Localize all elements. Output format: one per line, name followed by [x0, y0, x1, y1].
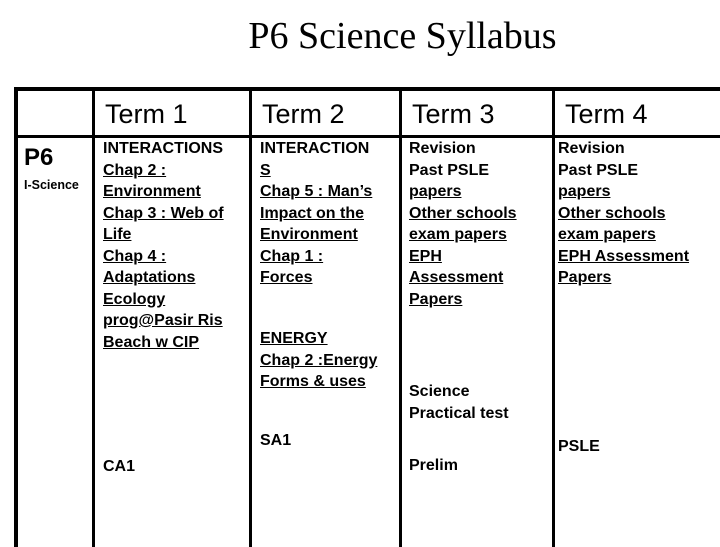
term2-line: Forces [260, 269, 313, 286]
term4-line: exam papers [558, 226, 656, 243]
term4-cell [555, 138, 720, 547]
term2-content [260, 138, 372, 289]
term4-line: Revision [558, 140, 625, 157]
term1-line: Life [103, 226, 132, 243]
header-corner-cell [18, 91, 92, 135]
level-cell [18, 138, 92, 547]
term4-line: EPH Assessment [558, 247, 690, 265]
term2-line: Chap 1 : [260, 247, 324, 265]
term3-practical-line: Practical test [409, 404, 509, 422]
level-subtitle: I-Science [24, 178, 79, 192]
term3-assessment: Prelim [409, 457, 458, 474]
term1-line: INTERACTIONS [103, 140, 223, 157]
header-term3: Term 3 [402, 91, 552, 135]
term1-content [103, 138, 224, 353]
term3-line: Past PSLE [409, 161, 490, 179]
term3-line: papers [409, 183, 462, 200]
term1-line: Environment [103, 183, 201, 200]
term2-energy-line: Forms & uses [260, 373, 366, 390]
term1-assessment: CA1 [103, 458, 136, 475]
term4-line: Past PSLE [558, 161, 639, 179]
term2-line: INTERACTION [260, 140, 370, 157]
term3-line: Revision [409, 140, 476, 157]
term3-line: Other schools [409, 204, 517, 222]
level-name: P6 [24, 144, 54, 171]
term3-line: EPH [409, 247, 442, 265]
term1-line: prog@Pasir Ris [103, 312, 223, 329]
term1-line: Chap 2 : [103, 161, 167, 179]
term3-cell [402, 138, 552, 547]
header-term1: Term 1 [95, 91, 249, 135]
term3-practical [409, 381, 509, 424]
header-term2: Term 2 [252, 91, 399, 135]
term4-content [558, 138, 689, 289]
term1-line: Beach w CIP [103, 333, 200, 351]
term3-practical-line: Science [409, 383, 470, 400]
term2-energy-line: ENERGY [260, 330, 328, 347]
term3-content [409, 138, 517, 310]
term1-cell [95, 138, 249, 547]
term3-line: Assessment [409, 269, 504, 286]
term1-line: Ecology [103, 290, 166, 308]
page-title: P6 Science Syllabus [248, 15, 557, 57]
term2-line: S [260, 161, 271, 179]
term4-assessment: PSLE [558, 438, 600, 455]
term3-line: Papers [409, 290, 463, 308]
term2-cell [252, 138, 399, 547]
term4-line: papers [558, 183, 611, 200]
term1-line: Chap 4 : [103, 247, 167, 265]
header-term4: Term 4 [555, 91, 720, 135]
term2-line: Environment [260, 226, 358, 243]
term3-line: exam papers [409, 226, 507, 243]
term2-energy [260, 328, 377, 393]
term2-line: Chap 5 : Man’s [260, 183, 373, 200]
term2-energy-line: Chap 2 :Energy [260, 351, 378, 369]
term2-line: Impact on the [260, 204, 365, 222]
term4-line: Other schools [558, 204, 666, 222]
term1-line: Adaptations [103, 269, 196, 286]
term2-assessment: SA1 [260, 432, 292, 449]
term4-line: Papers [558, 269, 612, 286]
syllabus-table [14, 87, 720, 547]
term1-line: Chap 3 : Web of [103, 204, 224, 222]
